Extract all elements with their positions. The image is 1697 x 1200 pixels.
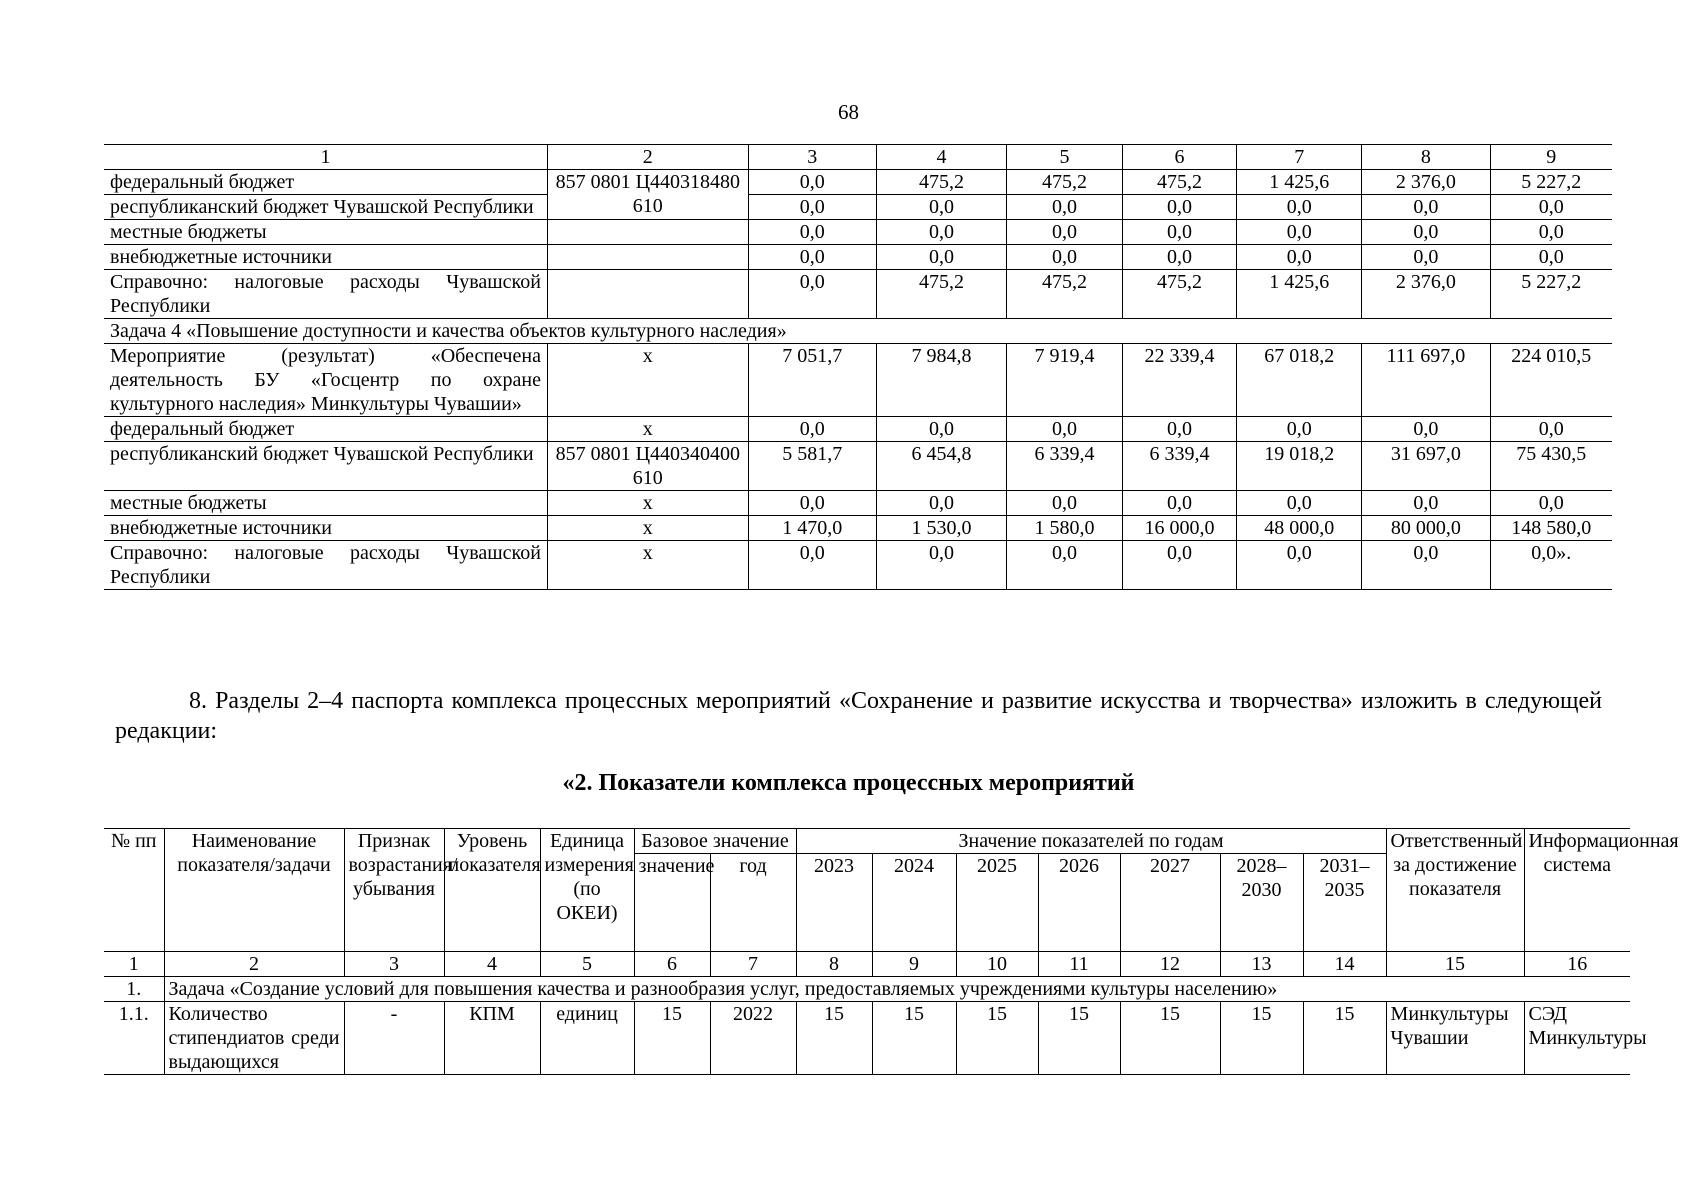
col-number: 4 (444, 952, 540, 977)
cell-value: 0,0 (1007, 195, 1123, 220)
cell-value: 75 430,5 (1490, 442, 1612, 491)
cell-value: 475,2 (1122, 270, 1237, 319)
task-4-title: Задача 4 «Повышение доступности и качества объектов культурного наследия» (104, 319, 1612, 344)
row-label: Справочно: налоговые расходы Чувашской Республики (104, 270, 547, 319)
col-header: 1 (104, 145, 547, 170)
cell-value: 0,0 (1007, 220, 1123, 245)
header-base-value: значение (634, 854, 710, 952)
cell-value: 0,0 (876, 220, 1006, 245)
budget-code: х (547, 516, 748, 541)
cell-value: 67 018,2 (1237, 344, 1362, 417)
table-row (104, 442, 1612, 491)
cell-value: 0,0 (1362, 195, 1490, 220)
cell-value: 0,0 (1490, 245, 1612, 270)
cell-value: 0,0 (1237, 417, 1362, 442)
cell-value: 0,0 (876, 417, 1006, 442)
cell-value: 0,0 (748, 541, 876, 590)
cell-value: 7 984,8 (876, 344, 1006, 417)
cell-value: 0,0 (1490, 417, 1612, 442)
cell-value: 0,0 (876, 541, 1006, 590)
cell-value: 0,0 (1122, 417, 1237, 442)
budget-code: х (547, 344, 748, 417)
cell-value: 0,0 (748, 491, 876, 516)
page-number: 68 (838, 100, 859, 124)
budget-header-row (104, 145, 1612, 170)
cell-value: 0,0 (1122, 245, 1237, 270)
table-row (104, 1002, 1630, 1075)
header-responsible: Ответственный за достижение показателя (1386, 829, 1524, 952)
cell-value: 1 580,0 (1007, 516, 1123, 541)
header-year: 2031–2035 (1303, 854, 1386, 952)
table-row (104, 516, 1612, 541)
header-year: 2023 (796, 854, 872, 952)
cell-value: 48 000,0 (1237, 516, 1362, 541)
col-header: 5 (1007, 145, 1123, 170)
base-year: 2022 (710, 1002, 796, 1075)
col-number: 1 (104, 952, 164, 977)
col-number: 12 (1120, 952, 1220, 977)
indicator-sign: - (344, 1002, 444, 1075)
header-year: 2027 (1120, 854, 1220, 952)
cell-value: 0,0 (1362, 491, 1490, 516)
cell-value: 5 581,7 (748, 442, 876, 491)
col-header: 7 (1237, 145, 1362, 170)
cell-value: 2 376,0 (1362, 270, 1490, 319)
table-row (104, 344, 1612, 417)
table-row (104, 541, 1612, 590)
budget-code: х (547, 541, 748, 590)
cell-value: 475,2 (876, 170, 1006, 195)
cell-value: 0,0 (1362, 417, 1490, 442)
table-row (104, 220, 1612, 245)
row-label: федеральный бюджет (104, 170, 547, 195)
cell-value: 16 000,0 (1122, 516, 1237, 541)
cell-value: 0,0 (1237, 245, 1362, 270)
col-header: 6 (1122, 145, 1237, 170)
header-year: 2025 (956, 854, 1038, 952)
cell-value: 80 000,0 (1362, 516, 1490, 541)
cell-value: 0,0 (1362, 245, 1490, 270)
header-year: 2028–2030 (1220, 854, 1303, 952)
header-year: 2024 (872, 854, 956, 952)
amendment-paragraph: 8. Разделы 2–4 паспорта комплекса процессных мероприятий «Сохранение и развитие искусства и творчества» изложить в следующей редакции: (115, 688, 1602, 744)
cell-value: 0,0 (1122, 491, 1237, 516)
cell-value: 0,0 (1007, 245, 1123, 270)
cell-value: 0,0 (1237, 491, 1362, 516)
col-number: 14 (1303, 952, 1386, 977)
header-unit: Единица измерения (по ОКЕИ) (540, 829, 634, 952)
row-label: Справочно: налоговые расходы Чувашской Республики (104, 541, 547, 590)
indicator-level: КПМ (444, 1002, 540, 1075)
indicators-table (104, 828, 1679, 1075)
cell-value: 0,0 (1362, 220, 1490, 245)
budget-table (104, 144, 1612, 590)
task-row (104, 319, 1612, 344)
table-row (104, 270, 1612, 319)
col-header: 2 (547, 145, 748, 170)
budget-code (547, 220, 748, 245)
task-title: Задача «Создание условий для повышения качества и разнообразия услуг, предоставляемых учреждениями культуры населению» (164, 977, 1630, 1002)
cell-value: 0,0 (1007, 491, 1123, 516)
col-header: 3 (748, 145, 876, 170)
cell-value: 0,0 (1237, 541, 1362, 590)
cell-value: 224 010,5 (1490, 344, 1612, 417)
cell-value: 148 580,0 (1490, 516, 1612, 541)
col-number: 6 (634, 952, 710, 977)
cell-value: 0,0 (1237, 220, 1362, 245)
cell-value: 1 530,0 (876, 516, 1006, 541)
budget-code: х (547, 417, 748, 442)
cell-value: 31 697,0 (1362, 442, 1490, 491)
col-number: 11 (1038, 952, 1120, 977)
col-number: 13 (1220, 952, 1303, 977)
cell-value: 0,0 (1122, 220, 1237, 245)
column-number-row (104, 952, 1630, 977)
cell-value: 475,2 (876, 270, 1006, 319)
cell-value: 475,2 (1122, 170, 1237, 195)
cell-value: 475,2 (1007, 270, 1123, 319)
budget-code (547, 245, 748, 270)
indicator-unit: единиц (540, 1002, 634, 1075)
cell-value: 0,0 (876, 491, 1006, 516)
col-number: 15 (1386, 952, 1524, 977)
col-number: 7 (710, 952, 796, 977)
cell-value: 111 697,0 (1362, 344, 1490, 417)
cell-value: 0,0 (1007, 417, 1123, 442)
cell-value: 0,0 (748, 270, 876, 319)
budget-code: х (547, 491, 748, 516)
budget-code: 857 0801 Ц440318480 610 (547, 170, 748, 220)
cell-value: 0,0 (1122, 195, 1237, 220)
cell-value: 5 227,2 (1490, 270, 1612, 319)
col-number: 3 (344, 952, 444, 977)
row-label: местные бюджеты (104, 220, 547, 245)
cell-value: 0,0 (1490, 491, 1612, 516)
col-header: 9 (1490, 145, 1612, 170)
header-sign: Признак возрастания/ убывания (344, 829, 444, 952)
cell-value: 0,0 (1490, 220, 1612, 245)
cell-value: 1 425,6 (1237, 270, 1362, 319)
cell-value: 0,0 (1362, 541, 1490, 590)
row-label: республиканский бюджет Чувашской Республики (104, 195, 547, 220)
col-number: 5 (540, 952, 634, 977)
table-row (104, 417, 1612, 442)
indicator-name: Количество стипендиатов среди выдающихся (164, 1002, 344, 1075)
col-number: 9 (872, 952, 956, 977)
cell-value: 1 470,0 (748, 516, 876, 541)
year-value: 15 (1303, 1002, 1386, 1075)
header-row (104, 829, 1630, 854)
cell-value: 0,0». (1490, 541, 1612, 590)
header-info-system: Информационная система (1524, 829, 1630, 952)
cell-value: 0,0 (1490, 195, 1612, 220)
task-row (104, 977, 1630, 1002)
row-label: внебюджетные источники (104, 516, 547, 541)
base-value: 15 (634, 1002, 710, 1075)
table-row (104, 245, 1612, 270)
cell-value: 1 425,6 (1237, 170, 1362, 195)
budget-code (547, 270, 748, 319)
cell-value: 0,0 (1122, 541, 1237, 590)
header-num: № пп (104, 829, 164, 952)
cell-value: 6 339,4 (1007, 442, 1123, 491)
col-number: 10 (956, 952, 1038, 977)
responsible: Минкультуры Чувашии (1386, 1002, 1524, 1075)
year-value: 15 (1120, 1002, 1220, 1075)
cell-value: 475,2 (1007, 170, 1123, 195)
cell-value: 0,0 (1237, 195, 1362, 220)
info-system: СЭД Минкультуры (1524, 1002, 1630, 1075)
cell-value: 7 919,4 (1007, 344, 1123, 417)
cell-value: 0,0 (748, 220, 876, 245)
section-title: «2. Показатели комплекса процессных мероприятий (562, 770, 1135, 796)
header-year: 2026 (1038, 854, 1120, 952)
year-value: 15 (1038, 1002, 1120, 1075)
row-label: федеральный бюджет (104, 417, 547, 442)
col-number: 16 (1524, 952, 1630, 977)
cell-value: 0,0 (748, 245, 876, 270)
header-name: Наименование показателя/задачи (164, 829, 344, 952)
row-label: внебюджетные источники (104, 245, 547, 270)
cell-value: 19 018,2 (1237, 442, 1362, 491)
budget-code: 857 0801 Ц440340400 610 (547, 442, 748, 491)
header-level: Уровень показателя (444, 829, 540, 952)
year-value: 15 (796, 1002, 872, 1075)
row-label: республиканский бюджет Чувашской Республики (104, 442, 547, 491)
row-label: Мероприятие (результат) «Обеспечена деятельность БУ «Госцентр по охране культурного наследия» Минкультуры Чувашии» (104, 344, 547, 417)
table-row (104, 491, 1612, 516)
col-number: 8 (796, 952, 872, 977)
row-number: 1.1. (104, 1002, 164, 1075)
task-number: 1. (104, 977, 164, 1002)
cell-value: 2 376,0 (1362, 170, 1490, 195)
cell-value: 22 339,4 (1122, 344, 1237, 417)
year-value: 15 (872, 1002, 956, 1075)
table-row (104, 195, 1612, 220)
cell-value: 0,0 (748, 417, 876, 442)
cell-value: 0,0 (1007, 541, 1123, 590)
year-value: 15 (1220, 1002, 1303, 1075)
cell-value: 6 454,8 (876, 442, 1006, 491)
cell-value: 0,0 (748, 195, 876, 220)
cell-value: 0,0 (876, 245, 1006, 270)
cell-value: 0,0 (748, 170, 876, 195)
table-row (104, 170, 1612, 195)
cell-value: 5 227,2 (1490, 170, 1612, 195)
header-base: Базовое значение (634, 829, 796, 854)
header-base-year: год (710, 854, 796, 952)
year-value: 15 (956, 1002, 1038, 1075)
header-years: Значение показателей по годам (796, 829, 1386, 854)
col-header: 4 (876, 145, 1006, 170)
cell-value: 6 339,4 (1122, 442, 1237, 491)
col-header: 8 (1362, 145, 1490, 170)
col-number: 2 (164, 952, 344, 977)
row-label: местные бюджеты (104, 491, 547, 516)
cell-value: 7 051,7 (748, 344, 876, 417)
cell-value: 0,0 (876, 195, 1006, 220)
